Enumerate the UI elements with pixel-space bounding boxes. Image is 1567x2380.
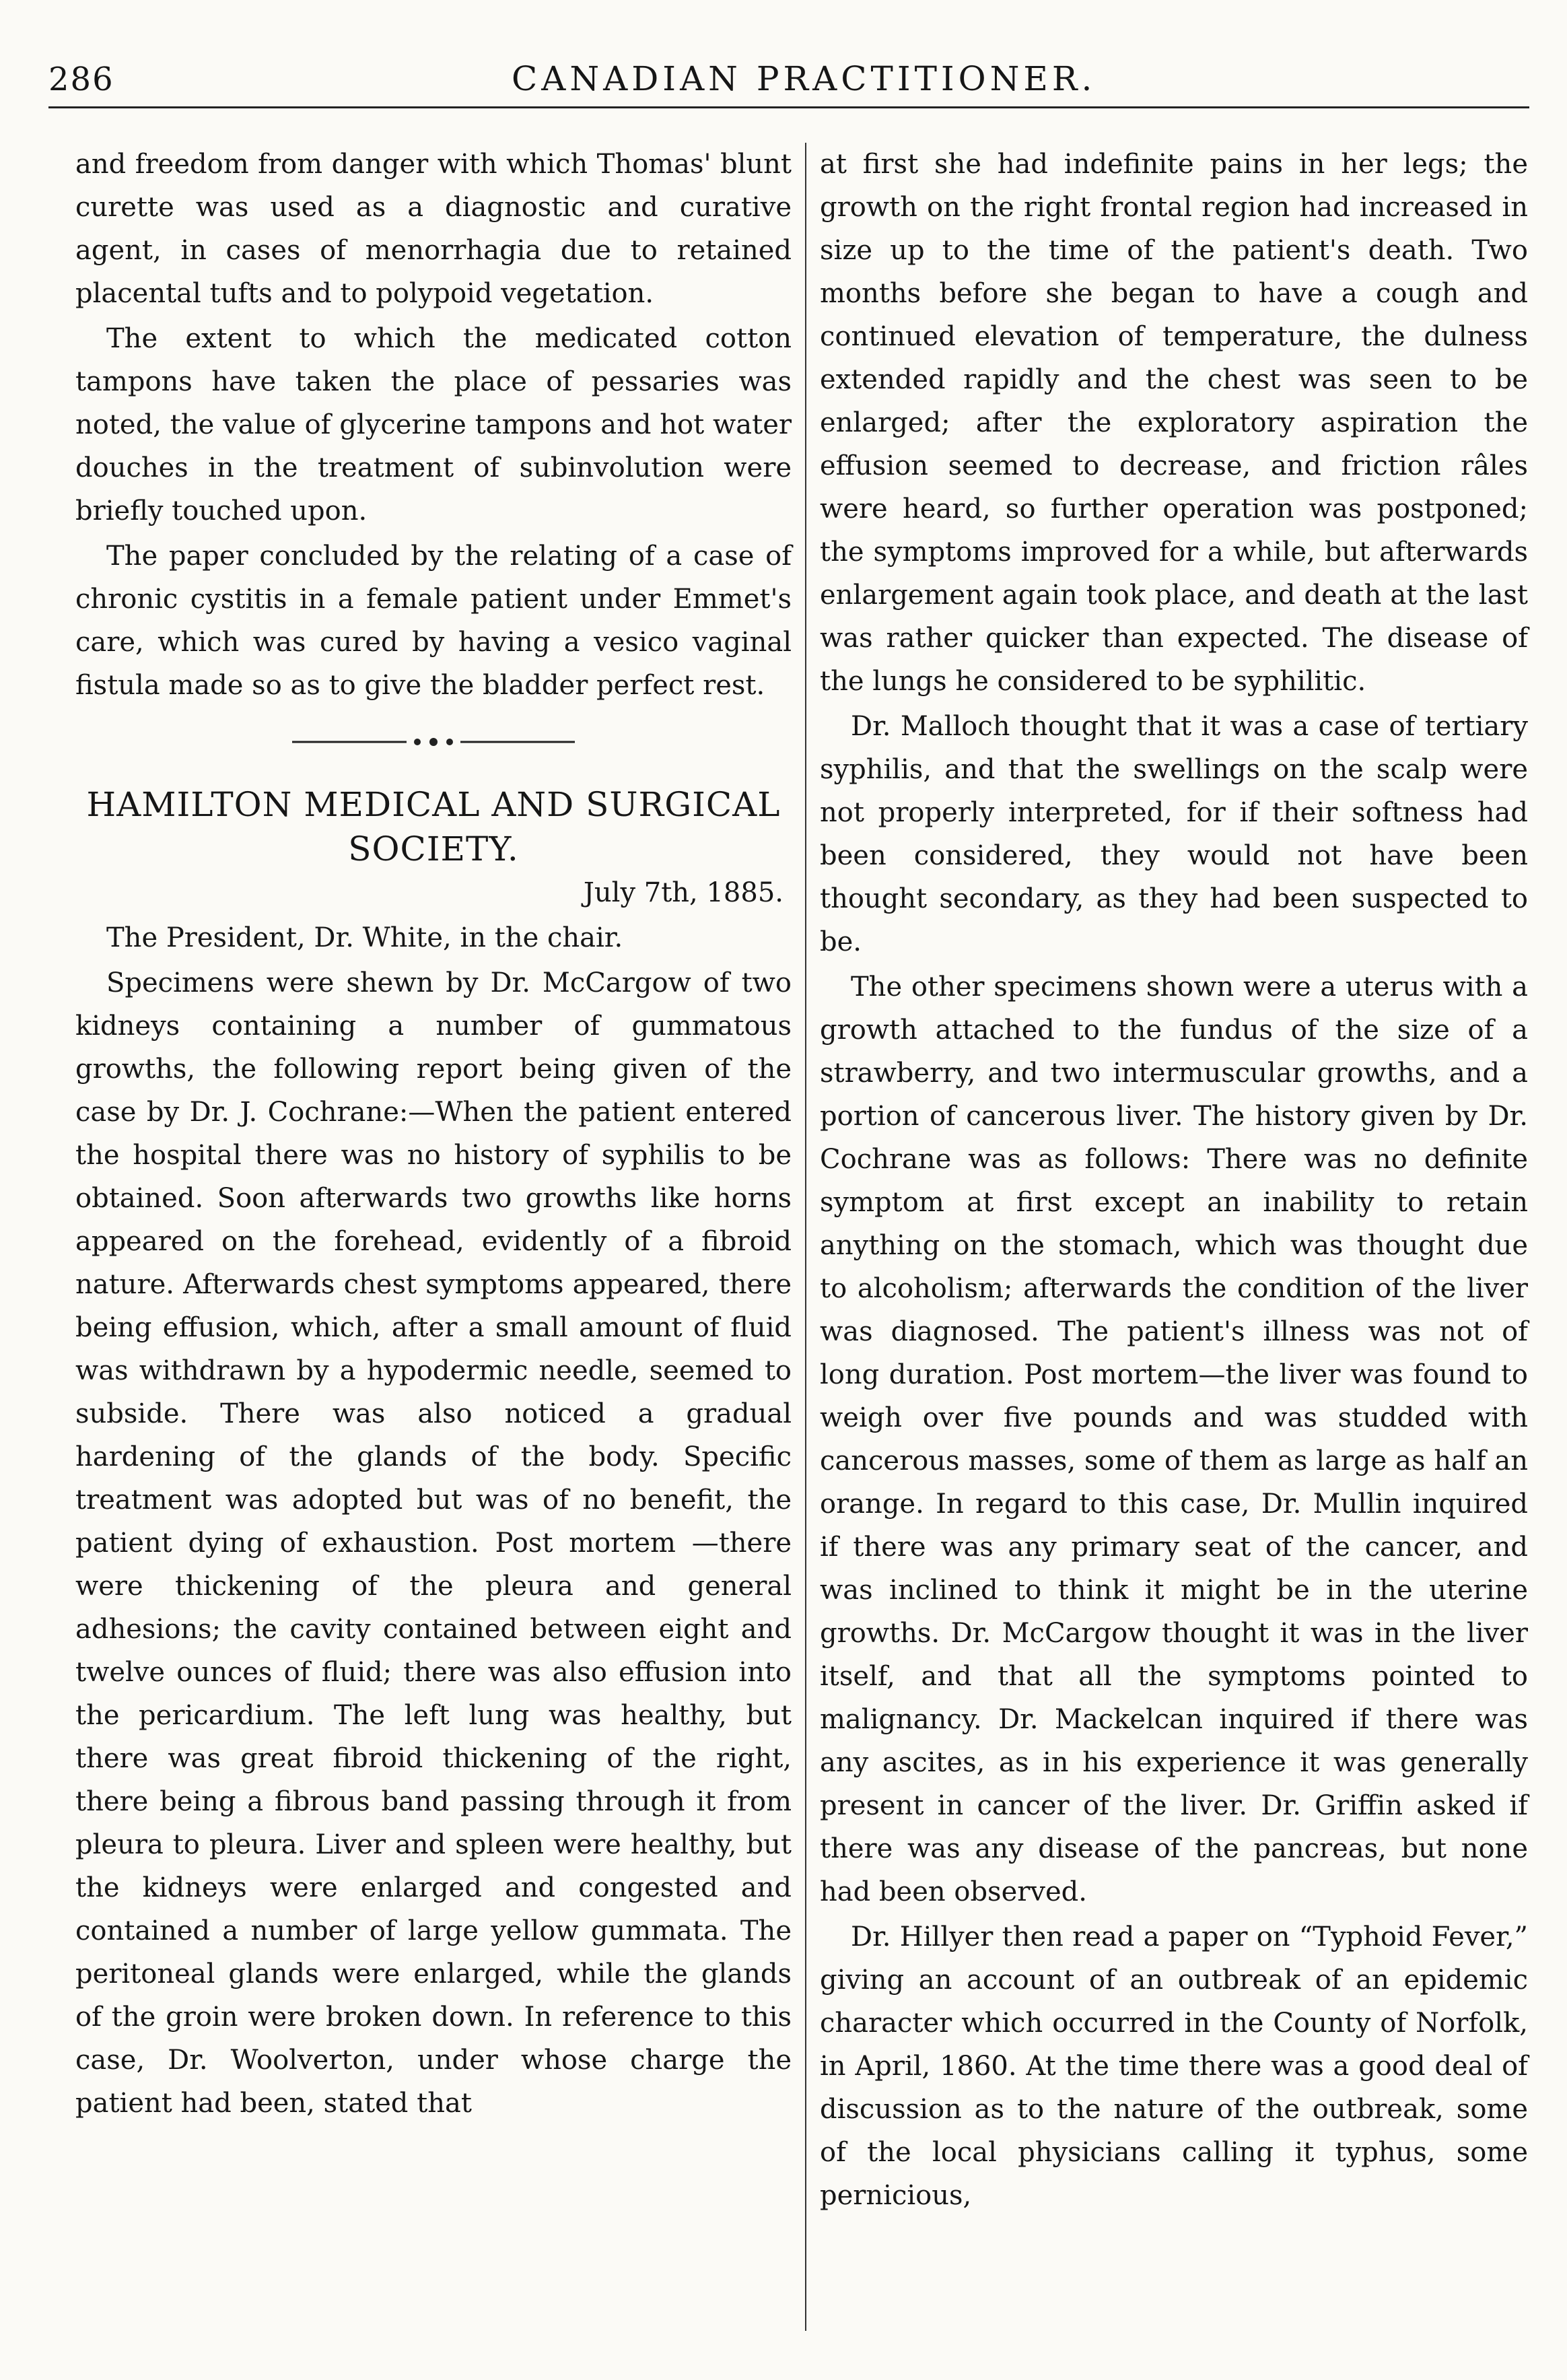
page-number: 286 bbox=[48, 61, 114, 98]
paragraph-malloch: Dr. Malloch thought that it was a case of tertiary syphilis, and that the swellings on the scalp were not properly interpreted, for if their softness had been considered, they would not have been thought secondary, as they had been suspected to be. bbox=[820, 711, 1528, 957]
paragraph-continuation: and freedom from danger with which Thomas' blunt curette was used as a diagnostic and curative agent, in cases of menorrhagia due to retained placental tufts and to polypoid vegetation. bbox=[75, 149, 792, 309]
paragraph-tampons: The extent to which the medicated cotton tampons have taken the place of pessaries was noted, the value of glycerine tampons and hot water douches in the treatment of subinvolution were briefly touched upon. bbox=[75, 323, 792, 526]
right-column bbox=[820, 143, 1528, 2344]
paragraph-other-specimens: The other specimens shown were a uterus with a growth attached to the fundus of the size of a strawberry, and two intermuscular growths, and a portion of cancerous liver. The history given by Dr. Cochrane was as follows: There was no definite symptom at first except an inability to retain anything on the stomach, which was thought due to alcoholism; afterwards the condition of the liver was diagnosed. The patient's illness was not of long duration. Post mortem—the liver was found to weigh over five pounds and was studded with cancerous masses, some of them as large as half an orange. In regard to this case, Dr. Mullin inquired if there was any primary seat of the cancer, and was inclined to think it might be in the uterine growths. Dr. McCargow thought it was in the liver itself, and that all the symptoms pointed to malignancy. Dr. Mackelcan inquired if there was any ascites, as in his experience it was generally present in cancer of the liver. Dr. Griffin asked if there was any disease of the pancreas, but none had been observed. bbox=[820, 972, 1528, 1907]
left-column bbox=[75, 143, 792, 2344]
running-title: CANADIAN PRACTITIONER. bbox=[512, 59, 1096, 98]
column-divider bbox=[805, 143, 806, 2331]
meeting-date: July 7th, 1885. bbox=[583, 877, 784, 908]
paragraph-president: The President, Dr. White, in the chair. bbox=[106, 922, 623, 953]
section-heading: HAMILTON MEDICAL AND SURGICAL SOCIETY. bbox=[86, 785, 781, 869]
paragraph-continuation: at first she had indefinite pains in her legs; the growth on the right frontal region had increased in size up to the time of the patient's death. Two months before she began to have a cough and continued elevation of temperature, the dulness extended rapidly and the chest was seen to be enlarged; after the exploratory aspiration the effusion seemed to decrease, and friction râles were heard, so further operation was postponed; the symptoms improved for a while, but afterwards enlargement again took place, and death at the last was rather quicker than expected. The disease of the lungs he considered to be syphilitic. bbox=[820, 149, 1528, 697]
paragraph-conclusion: The paper concluded by the relating of a case of chronic cystitis in a female patient under Emmet's care, which was cured by having a vesico vaginal fistula made so as to give the bladder perfect rest. bbox=[75, 541, 792, 701]
section-ornament bbox=[285, 737, 582, 747]
page-header bbox=[0, 27, 1567, 108]
paragraph-typhoid: Dr. Hillyer then read a paper on “Typhoid Fever,” giving an account of an outbreak of an epidemic character which occurred in the County of Norfolk, in April, 1860. At the time there was a good deal of discussion as to the nature of the outbreak, some of the local physicians calling it typhus, some pernicious, bbox=[820, 1922, 1528, 2211]
paragraph-specimens: Specimens were shewn by Dr. McCargow of two kidneys containing a number of gummatous growths, the following report being given of the case by Dr. J. Cochrane:—When the patient entered the hospital there was no history of syphilis to be obtained. Soon afterwards two growths like horns appeared on the forehead, evidently of a fibroid nature. Afterwards chest symptoms appeared, there being effusion, which, after a small amount of fluid was withdrawn by a hypodermic needle, seemed to subside. There was also noticed a gradual hardening of the glands of the body. Specific treatment was adopted but was of no benefit, the patient dying of exhaustion. Post mortem —there were thickening of the pleura and general adhesions; the cavity contained between eight and twelve ounces of fluid; there was also effusion into the pericardium. The left lung was healthy, but there was great fibroid thickening of the right, there being a fibrous band passing through it from pleura to pleura. Liver and spleen were healthy, but the kidneys were enlarged and congested and contained a number of large yellow gummata. The peritoneal glands were enlarged, while the glands of the groin were broken down. In reference to this case, Dr. Woolverton, under whose charge the patient had been, stated that bbox=[75, 967, 792, 2119]
header-rule bbox=[48, 106, 1529, 108]
